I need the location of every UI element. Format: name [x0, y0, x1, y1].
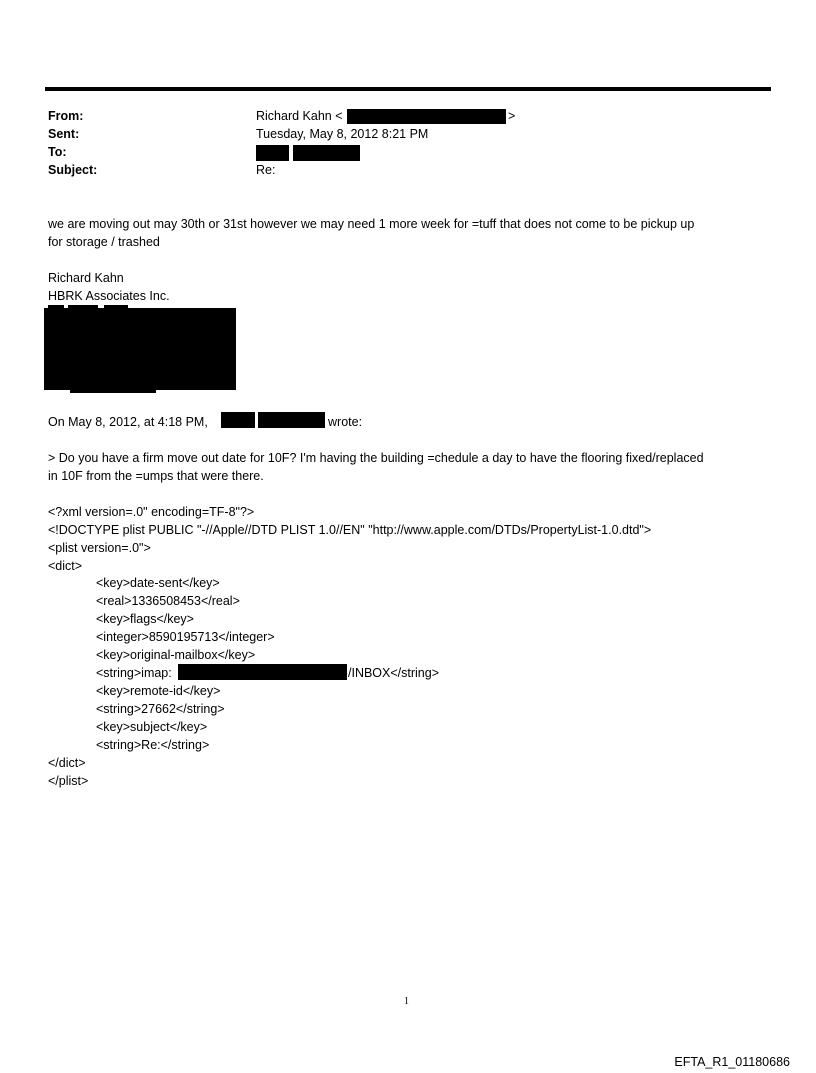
- quote-intro-suffix: wrote:: [328, 415, 363, 429]
- from-value-suffix: >: [508, 109, 516, 123]
- redaction-from-email: [347, 109, 506, 124]
- redaction-signature-tail: [70, 388, 156, 393]
- redaction-to-first: [256, 145, 289, 161]
- signature-company: HBRK Associates Inc.: [48, 289, 170, 303]
- sent-value: Tuesday, May 8, 2012 8:21 PM: [256, 127, 429, 141]
- redaction-to-last: [293, 145, 360, 161]
- xml-line-closing: </dict>: [48, 756, 86, 770]
- quote-intro-prefix: On May 8, 2012, at 4:18 PM,: [48, 415, 208, 429]
- xml-line-indented: <key>remote-id</key>: [96, 684, 221, 698]
- signature-name: Richard Kahn: [48, 271, 124, 285]
- xml-line: <!DOCTYPE plist PUBLIC "-//Apple//DTD PLIST 1.0//EN" "http://www.apple.com/DTDs/PropertyList-1.0.dtd">: [48, 523, 652, 537]
- xml-line: <?xml version=.0" encoding=TF-8"?>: [48, 505, 255, 519]
- quote-line-1: > Do you have a firm move out date for 10F? I'm having the building =chedule a day to have the flooring fixed/replaced: [48, 451, 704, 465]
- redaction-imap-address: [178, 664, 347, 680]
- redaction-quote-last: [258, 412, 325, 428]
- document-id: EFTA_R1_01180686: [674, 1055, 790, 1069]
- xml-line-indented: <real>1336508453</real>: [96, 594, 240, 608]
- page-number: 1: [404, 996, 409, 1007]
- subject-value: Re:: [256, 163, 276, 177]
- to-label: To:: [48, 145, 67, 159]
- header-rule: [45, 87, 771, 91]
- from-value-prefix: Richard Kahn <: [256, 109, 343, 123]
- body-line-1: we are moving out may 30th or 31st however we may need 1 more week for =tuff that does not come to be pickup up: [48, 217, 695, 231]
- xml-line-indented: <key>date-sent</key>: [96, 576, 220, 590]
- xml-line-indented: <integer>8590195713</integer>: [96, 630, 275, 644]
- quote-line-2: in 10F from the =umps that were there.: [48, 469, 264, 483]
- xml-line-indented: <string>27662</string>: [96, 702, 225, 716]
- subject-label: Subject:: [48, 163, 98, 177]
- xml-imap-prefix: <string>imap:: [96, 666, 172, 680]
- xml-line-indented: <string>Re:</string>: [96, 738, 210, 752]
- from-label: From:: [48, 109, 84, 123]
- body-line-2: for storage / trashed: [48, 235, 160, 249]
- sent-label: Sent:: [48, 127, 80, 141]
- redaction-quote-first: [221, 412, 255, 428]
- xml-line: <dict>: [48, 559, 83, 573]
- xml-line-indented: <key>flags</key>: [96, 612, 194, 626]
- redaction-signature-block: [44, 308, 236, 390]
- xml-line-closing: </plist>: [48, 774, 89, 788]
- xml-line-indented: <key>subject</key>: [96, 720, 208, 734]
- xml-line-indented: <key>original-mailbox</key>: [96, 648, 256, 662]
- xml-line: <plist version=.0">: [48, 541, 151, 555]
- xml-imap-suffix: /INBOX</string>: [348, 666, 440, 680]
